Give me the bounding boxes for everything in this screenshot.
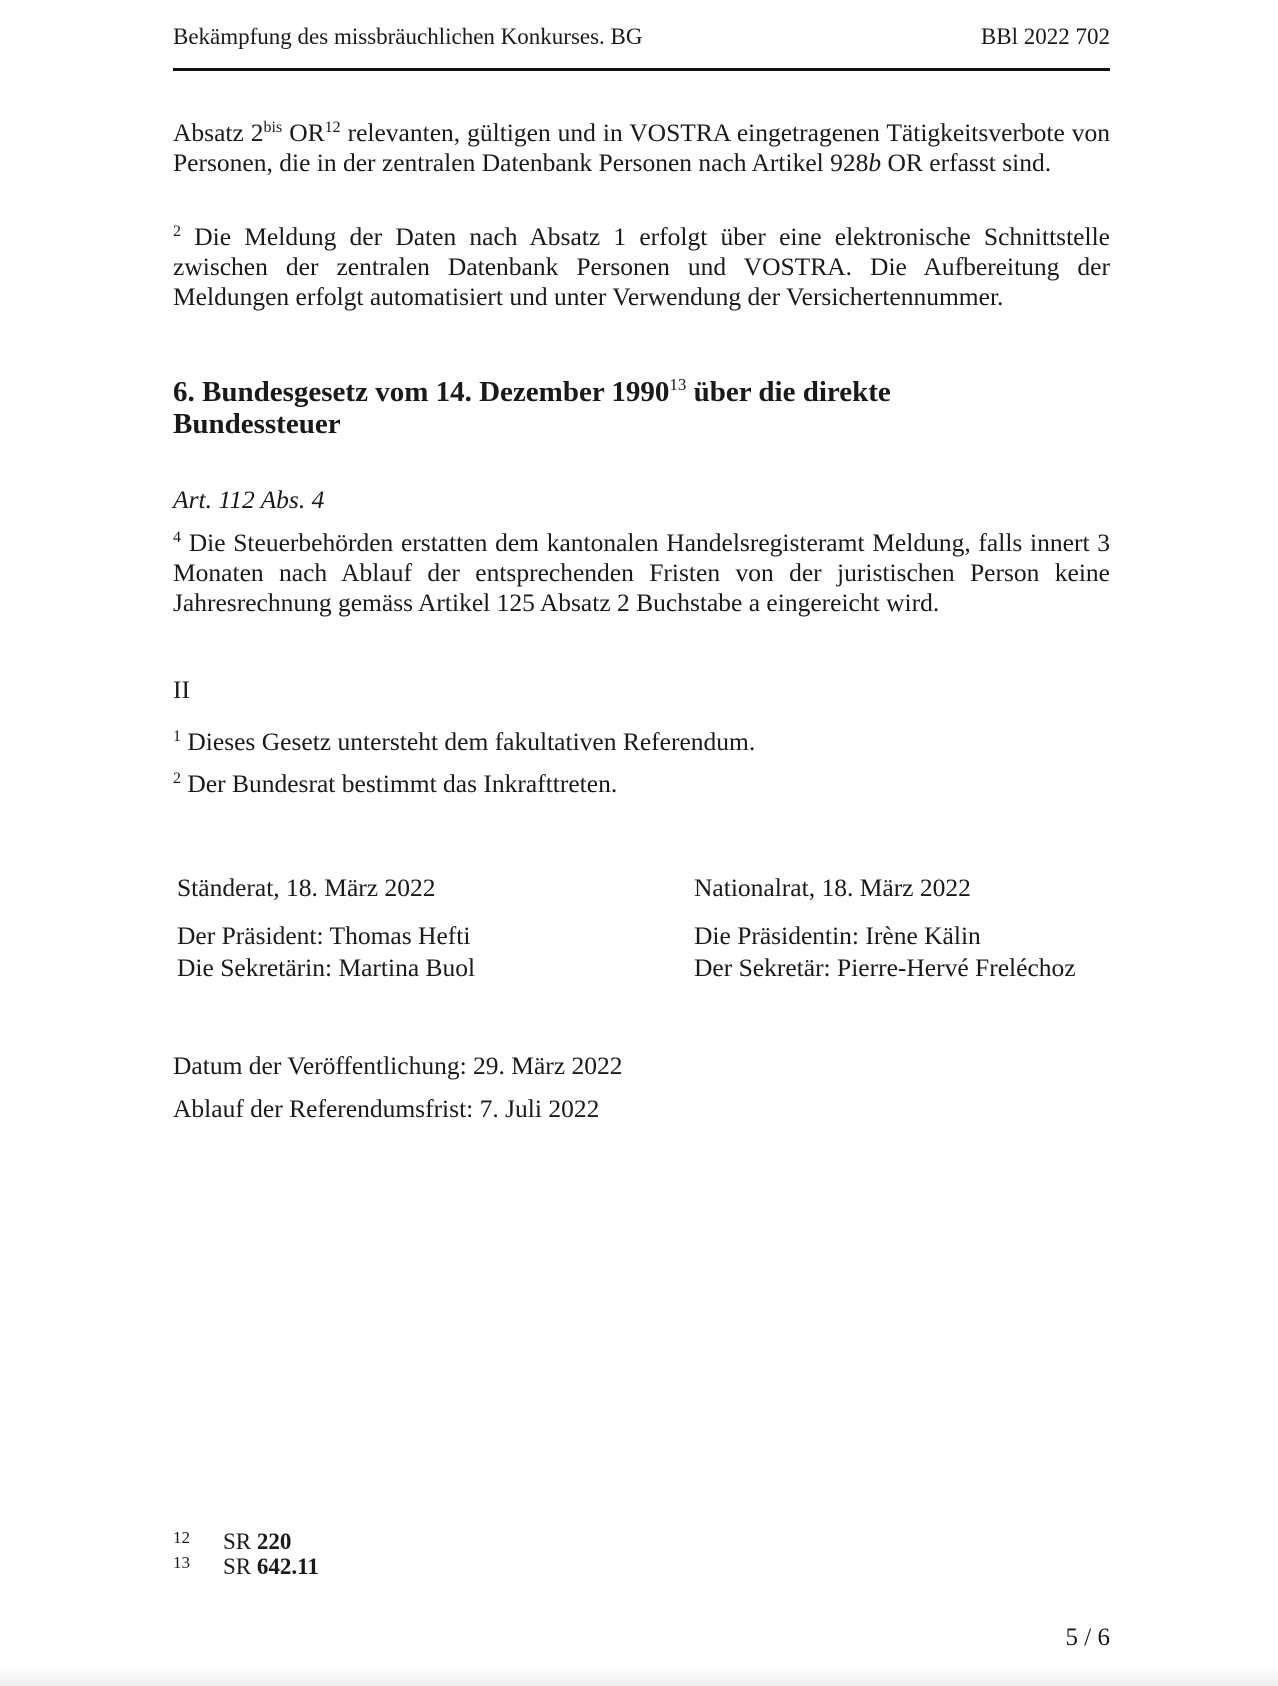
secretary: Die Sekretärin: Martina Buol: [177, 953, 476, 982]
section-ii-item-2: $^2$ Der Bundesrat bestimmt das Inkrafttreten.: [173, 769, 618, 798]
signature-block-right: [694, 872, 1076, 984]
section-ii-item-1: $^1$ Dieses Gesetz untersteht dem fakultativen Referendum.: [173, 727, 756, 756]
president: Die Präsidentin: Irène Kälin: [694, 921, 981, 950]
paragraph-4: $^4$ Die Steuerbehörden erstatten dem kantonalen Handelsregisteramt Meldung, falls innert 3 Monaten nach Ablauf der entsprechenden Fristen von der juristischen Person keine Jahresrechnung gemäss Artikel 125 Absatz 2 Buchstabe a eingereicht wird.: [173, 528, 1110, 617]
chamber-date: Ständerat, 18. März 2022: [177, 873, 436, 902]
paragraph-continuation: Absatz $2^{bis}$ OR$^{12}$ relevanten, gültigen und in VOSTRA eingetragenen Tätigkeitsverbote von Personen, die in der zentralen Datenbank Personen nach Artikel 928b OR erfasst sind.: [173, 118, 1111, 177]
publication-date: Datum der Veröffentlichung: 29. März 2022: [173, 1051, 623, 1080]
president: Der Präsident: Thomas Hefti: [177, 921, 471, 950]
page-bottom-edge: [0, 1668, 1278, 1686]
page-header: [173, 22, 1110, 71]
article-reference: Art. 112 Abs. 4: [173, 485, 325, 514]
header-reference: BBl 2022 702: [980, 24, 1110, 49]
page-number: 5 / 6: [1065, 1624, 1110, 1651]
chamber-date: Nationalrat, 18. März 2022: [694, 873, 971, 902]
header-title: Bekämpfung des missbräuchlichen Konkurses. BG: [173, 24, 643, 49]
paragraph-number: 4: [173, 529, 181, 546]
document-page: Bekämpfung des missbräuchlichen Konkurses. BG BBl 2022 702 Absatz $2^{bis}$ OR$^{12}$ relevanten, gültigen und in VOSTRA eingetragenen Tätigkeitsverbote von Personen, die in der zentralen Datenbank Personen nach Artikel 928b OR erfasst sind. $^2$ Die Meldung der Daten nach Absatz 1 erfolgt über eine elektronische Schnittstelle zwischen der zentralen Datenbank Personen und VOSTRA. Die Aufbereitung der Meldungen erfolgt automatisiert und unter Verwendung der Versichertennummer. 6. Bundesgesetz vom 14. Dezember 1990$^{13}$ über die direkte Bundessteuer Art. 112 Abs. 4 $^4$ Die Steuerbehörden erstatten dem kantonalen Handelsregisteramt Meldung, falls innert 3 Monaten nach Ablauf der entsprechenden Fristen von der juristischen Person keine Jahresrechnung gemäss Artikel 125 Absatz 2 Buchstabe a eingereicht wird. II $^1$ Dieses Gesetz untersteht dem fakultativen Referendum. $^2$ Der Bundesrat bestimmt das Inkrafttreten. Ständerat, 18. März 2022 Der Präsident: Thomas Hefti Die Sekretärin: Martina Buol Nationalrat, 18. März 2022 Die Präsidentin: Irène Kälin Der Sekretär: Pierre-Hervé Freléchoz Datum der Veröffentlichung: 29. März 2022 Ablauf der Referendumsfrist: 7. Juli 2022 12 SR 220 13 SR 642.11 5 / 6: [0, 0, 1278, 1686]
paragraph-number: 2: [173, 223, 181, 240]
paragraph-2: $^2$ Die Meldung der Daten nach Absatz 1 erfolgt über eine elektronische Schnittstelle zwischen der zentralen Datenbank Personen und VOSTRA. Die Aufbereitung der Meldungen erfolgt automatisiert und unter Verwendung der Versichertennummer.: [173, 222, 1110, 311]
referendum-deadline: Ablauf der Referendumsfrist: 7. Juli 2022: [173, 1094, 600, 1123]
secretary: Der Sekretär: Pierre-Hervé Freléchoz: [694, 953, 1076, 982]
footnote-ref-13: 13: [669, 375, 687, 394]
section-heading: 6. Bundesgesetz vom 14. Dezember 1990$^{13}$ über die direkte Bundessteuer: [173, 375, 891, 440]
section-ii-label: II: [173, 675, 190, 704]
superscript-bis: bis: [263, 119, 283, 136]
footnote-ref-12: 12: [324, 119, 341, 136]
signature-block-left: [177, 872, 475, 984]
